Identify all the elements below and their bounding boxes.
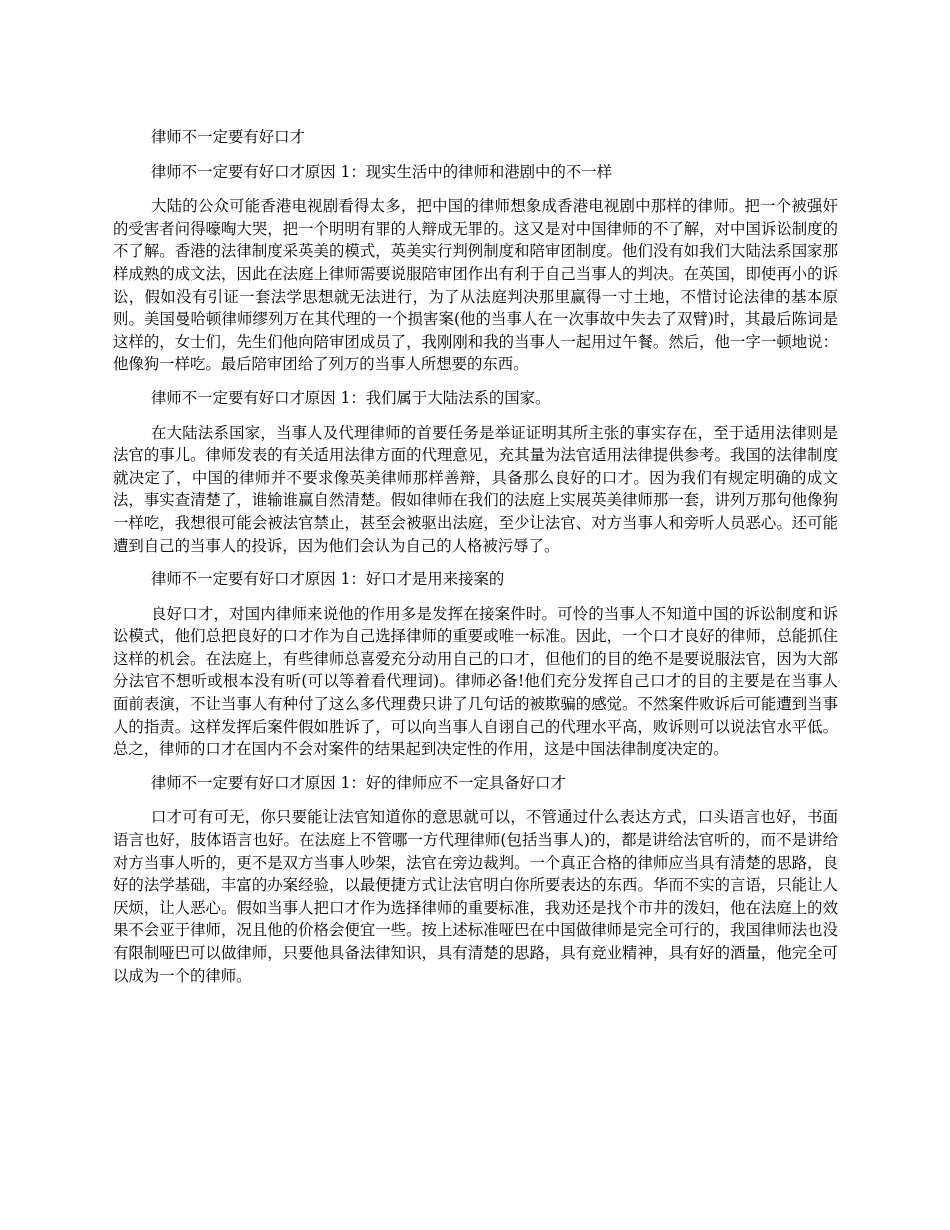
section-body-3: 良好口才，对国内律师来说他的作用多是发挥在接案件时。可怜的当事人不知道中国的诉讼制度和诉讼模式，他们总把良好的口才作为自己选择律师的重要或唯一标准。因此，一个口才良好的律师，总能抓住这样的机会。在法庭上，有些律师总喜爱充分动用自己的口才，但他们的目的绝不是要说服法官，因为大部分法官不想听或根本没有听(可以等着看代理词)。律师必备!他们充分发挥自己口才的目的主要是在当事人面前表演，不让当事人有种付了这么多代理费只讲了几句话的被欺骗的感觉。不然案件败诉后可能遭到当事人的指责。这样发挥后案件假如胜诉了，可以向当事人自诩自己的代理水平高，败诉则可以说法官水平低。总之，律师的口才在国内不会对案件的结果起到决定性的作用，这是中国法律制度决定的。 [113, 604, 838, 759]
section-heading-4: 律师不一定要有好口才原因 1：好的律师应不一定具备好口才 [151, 773, 566, 792]
section-heading-2: 律师不一定要有好口才原因 1：我们属于大陆法系的国家。 [151, 388, 551, 407]
section-heading-3: 律师不一定要有好口才原因 1：好口才是用来接案的 [151, 570, 505, 589]
section-body-1: 大陆的公众可能香港电视剧看得太多，把中国的律师想象成香港电视剧中那样的律师。把一个被强奸的受害者问得嚎啕大哭，把一个明明有罪的人辩成无罪的。这又是对中国律师的不了解，对中国诉讼制度的不了解。香港的法律制度采英美的模式，英美实行判例制度和陪审团制度。他们没有如我们大陆法系国家那样成熟的成文法，因此在法庭上律师需要说服陪审团作出有利于自己当事人的判决。在英国，即使再小的诉讼，假如没有引证一套法学思想就无法进行，为了从法庭判决那里赢得一寸土地，不惜讨论法律的基本原则。美国曼哈顿律师缪列万在其代理的一个损害案(他的当事人在一次事故中失去了双臂)时，其最后陈词是这样的，女士们，先生们他向陪审团成员了，我刚刚和我的当事人一起用过午餐。然后，他一字一顿地说：他像狗一样吃。最后陪审团给了列万的当事人所想要的东西。 [113, 197, 838, 374]
document-page [113, 126, 838, 998]
section-body-2: 在大陆法系国家，当事人及代理律师的首要任务是举证证明其所主张的事实存在，至于适用法律则是法官的事儿。律师发表的有关适用法律方面的代理意见，充其量为法官适用法律提供参考。我国的法律制度就决定了，中国的律师并不要求像英美律师那样善辩，具备那么良好的口才。因为我们有规定明确的成文法，事实查清楚了，谁输谁赢自然清楚。假如律师在我们的法庭上实展英美律师那一套，讲列万那句他像狗一样吃，我想很可能会被法官禁止，甚至会被驱出法庭，至少让法官、对方当事人和旁听人员恶心。还可能遭到自己的当事人的投诉，因为他们会认为自己的人格被污辱了。 [113, 423, 838, 555]
document-title: 律师不一定要有好口才 [151, 128, 305, 146]
section-body-4: 口才可有可无，你只要能让法官知道你的意思就可以，不管通过什么表达方式，口头语言也好，书面语言也好，肢体语言也好。在法庭上不管哪一方代理律师(包括当事人)的，都是讲给法官听的，而不是讲给对方当事人听的，更不是双方当事人吵架，法官在旁边裁判。一个真正合格的律师应当具有清楚的思路，良好的法学基础，丰富的办案经验，以最便捷方式让法官明白你所要表达的东西。华而不实的言语，只能让人厌烦，让人恶心。假如当事人把口才作为选择律师的重要标准，我劝还是找个市井的泼妇，他在法庭上的效果不会亚于律师，况且他的价格会便宜一些。按上述标准哑巴在中国做律师是完全可行的，我国律师法也没有限制哑巴可以做律师，只要他具备法律知识，具有清楚的思路，具有竞业精神，具有好的酒量，他完全可以成为一个的律师。 [113, 808, 838, 985]
section-heading-1: 律师不一定要有好口才原因 1：现实生活中的律师和港剧中的不一样 [151, 162, 613, 181]
